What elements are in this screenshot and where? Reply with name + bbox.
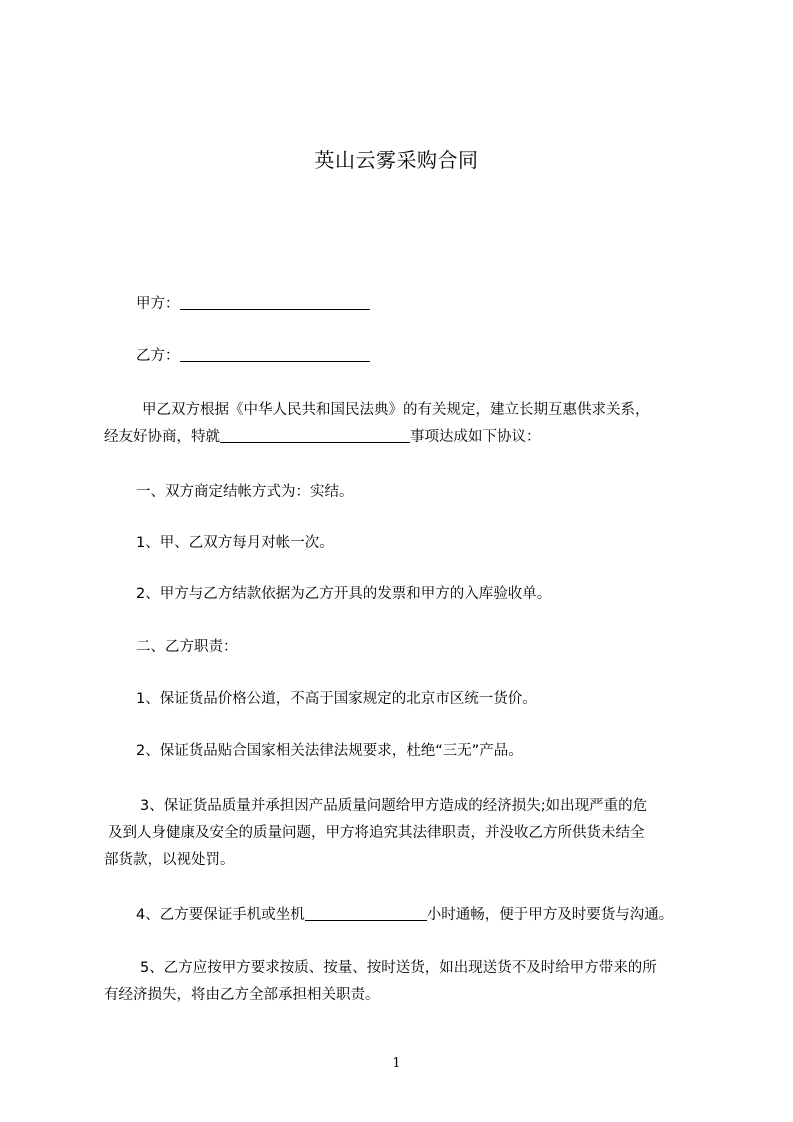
section-2-item-5-line-2: 有经济损失，将由乙方全部承担相关职责。	[104, 987, 380, 1003]
section-1-item-1: 1、甲、乙双方每月对帐一次。	[136, 535, 334, 551]
party-a-label: 甲方：	[136, 296, 180, 312]
intro-line-2-pre: 经友好协商，特就	[104, 429, 220, 445]
party-b-line	[136, 345, 370, 366]
section-2-item-3-line-3: 部货款，以视处罚。	[104, 852, 235, 868]
section-2-item-1: 1、保证货品价格公道，不高于国家规定的北京市区统一货价。	[136, 691, 537, 707]
party-a-blank	[180, 295, 370, 310]
section-2-item-2: 2、保证货品贴合国家相关法律法规要求，杜绝“三无”产品。	[136, 743, 523, 759]
party-b-blank	[180, 347, 370, 362]
intro-line-2	[104, 426, 541, 447]
section-1-heading: 一、双方商定结帐方式为：实结。	[136, 484, 354, 500]
intro-matter-blank	[220, 428, 410, 443]
page-number: 1	[392, 1056, 401, 1071]
intro-line-2-post: 事项达成如下协议：	[410, 429, 541, 445]
section-2-item-3-line-1: 3、保证货品质量并承担因产品质量问题给甲方造成的经济损失;如出现严重的危	[140, 798, 648, 814]
section-2-item-4-pre: 4、乙方要保证手机或坐机	[136, 907, 305, 923]
intro-line-1: 甲乙双方根据《中华人民共和国民法典》的有关规定，建立长期互惠供求关系，	[142, 402, 650, 418]
party-a-line	[136, 293, 370, 314]
section-2-item-4-post: 小时通畅，便于甲方及时要货与沟通。	[426, 907, 674, 923]
section-2-item-3-line-2: 及到人身健康及安全的质量问题，甲方将追究其法律职责，并没收乙方所供货未结全	[108, 825, 645, 841]
phone-hours-blank	[305, 906, 427, 921]
section-1-item-2: 2、甲方与乙方结款依据为乙方开具的发票和甲方的入库验收单。	[136, 586, 552, 602]
party-b-label: 乙方：	[136, 348, 180, 364]
section-2-heading: 二、乙方职责：	[136, 639, 238, 655]
document-title: 英山云雾采购合同	[314, 148, 479, 172]
section-2-item-4	[136, 904, 673, 925]
section-2-item-5-line-1: 5、乙方应按甲方要求按质、按量、按时送货，如出现送货不及时给甲方带来的所	[140, 960, 657, 976]
